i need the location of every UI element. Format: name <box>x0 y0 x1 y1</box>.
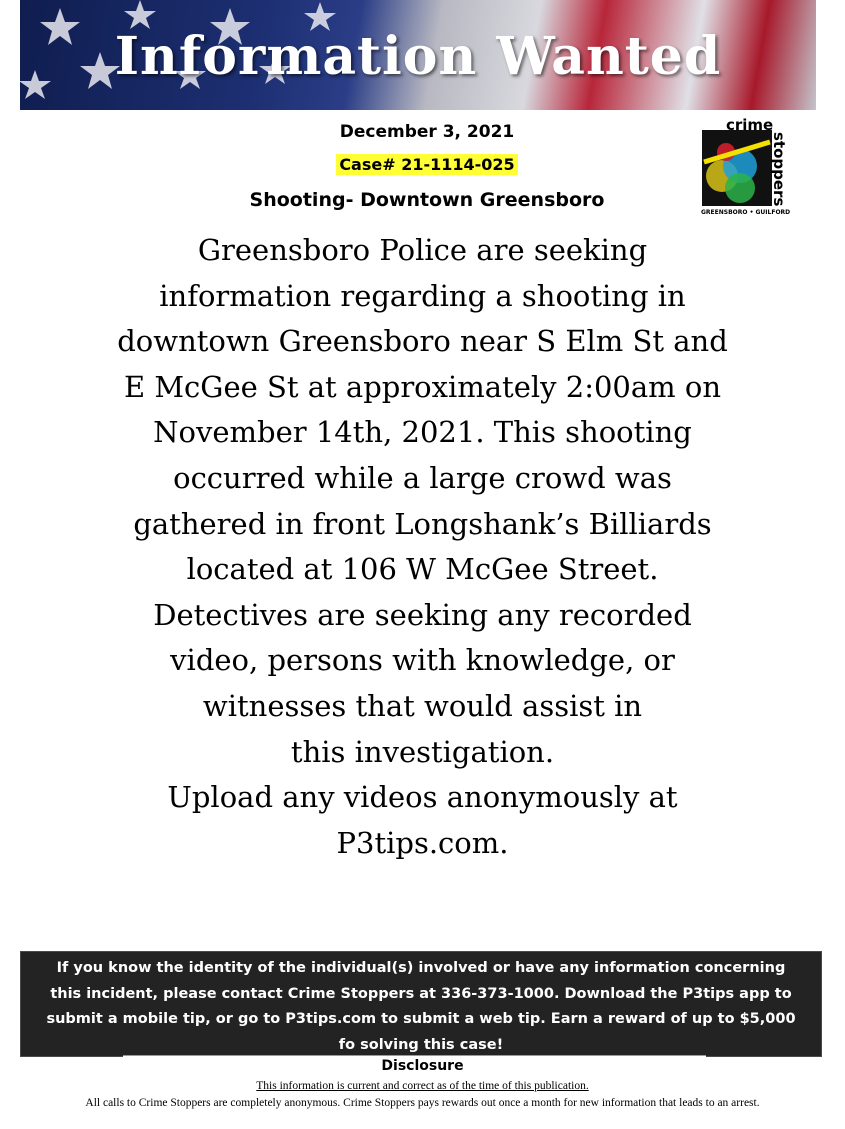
incident-subject: Shooting- Downtown Greensboro <box>249 189 605 211</box>
contact-info-box <box>20 951 822 1057</box>
contact-line: submit a mobile tip, or go to P3tips.com to submit a web tip. Earn a reward of up to $5,000 <box>46 1011 796 1027</box>
body-line: located at 106 W McGee Street. <box>186 552 659 587</box>
notice-date: December 3, 2021 <box>339 122 515 142</box>
body-line: Greensboro Police are seeking <box>197 233 648 267</box>
body-line: gathered in front Longshank’s Billiards <box>133 506 712 541</box>
logo-crime-text: crime <box>726 116 774 134</box>
body-line: occurred while a large crowd was <box>173 460 672 495</box>
body-line: witnesses that would assist in <box>202 688 643 723</box>
body-line: November 14th, 2021. This shooting <box>153 415 692 450</box>
body-line: Detectives are seeking any recorded <box>153 597 692 632</box>
case-number-highlight: Case# 21-1114-025 <box>336 154 517 175</box>
logo-stoppers-text: stoppers <box>770 132 788 207</box>
body-line: Upload any videos anonymously at <box>167 780 678 815</box>
flag-banner <box>20 0 816 110</box>
disclosure-title: Disclosure <box>381 1058 464 1074</box>
crime-stoppers-logo <box>700 116 790 216</box>
crime-stoppers-logo-icon <box>700 116 790 216</box>
body-line: video, persons with knowledge, or <box>170 643 675 678</box>
disclosure-line: This information is current and correct as of the time of this publication. <box>256 1080 589 1092</box>
body-line: downtown Greensboro near S Elm St and <box>117 324 728 359</box>
body-line: E McGee St at approximately 2:00am on <box>123 369 722 404</box>
contact-line: fo solving this case! <box>338 1036 504 1053</box>
banner-title: Information Wanted <box>114 26 722 87</box>
body-line: information regarding a shooting in <box>159 278 686 313</box>
contact-line: If you know the identity of the individual(s) involved or have any information concerning <box>56 960 786 976</box>
disclosure-line: All calls to Crime Stoppers are completely anonymous. Crime Stoppers pays rewards out once a month for new information that leads to an arrest. <box>85 1097 760 1109</box>
body-line: this investigation. <box>290 734 555 769</box>
logo-bottom-text: GREENSBORO • GUILFORD <box>701 209 790 216</box>
contact-line: this incident, please contact Crime Stoppers at 336-373-1000. Download the P3tips app to <box>50 985 792 1002</box>
body-text <box>100 228 745 866</box>
case-number <box>140 155 714 174</box>
body-line: P3tips.com. <box>336 825 509 860</box>
